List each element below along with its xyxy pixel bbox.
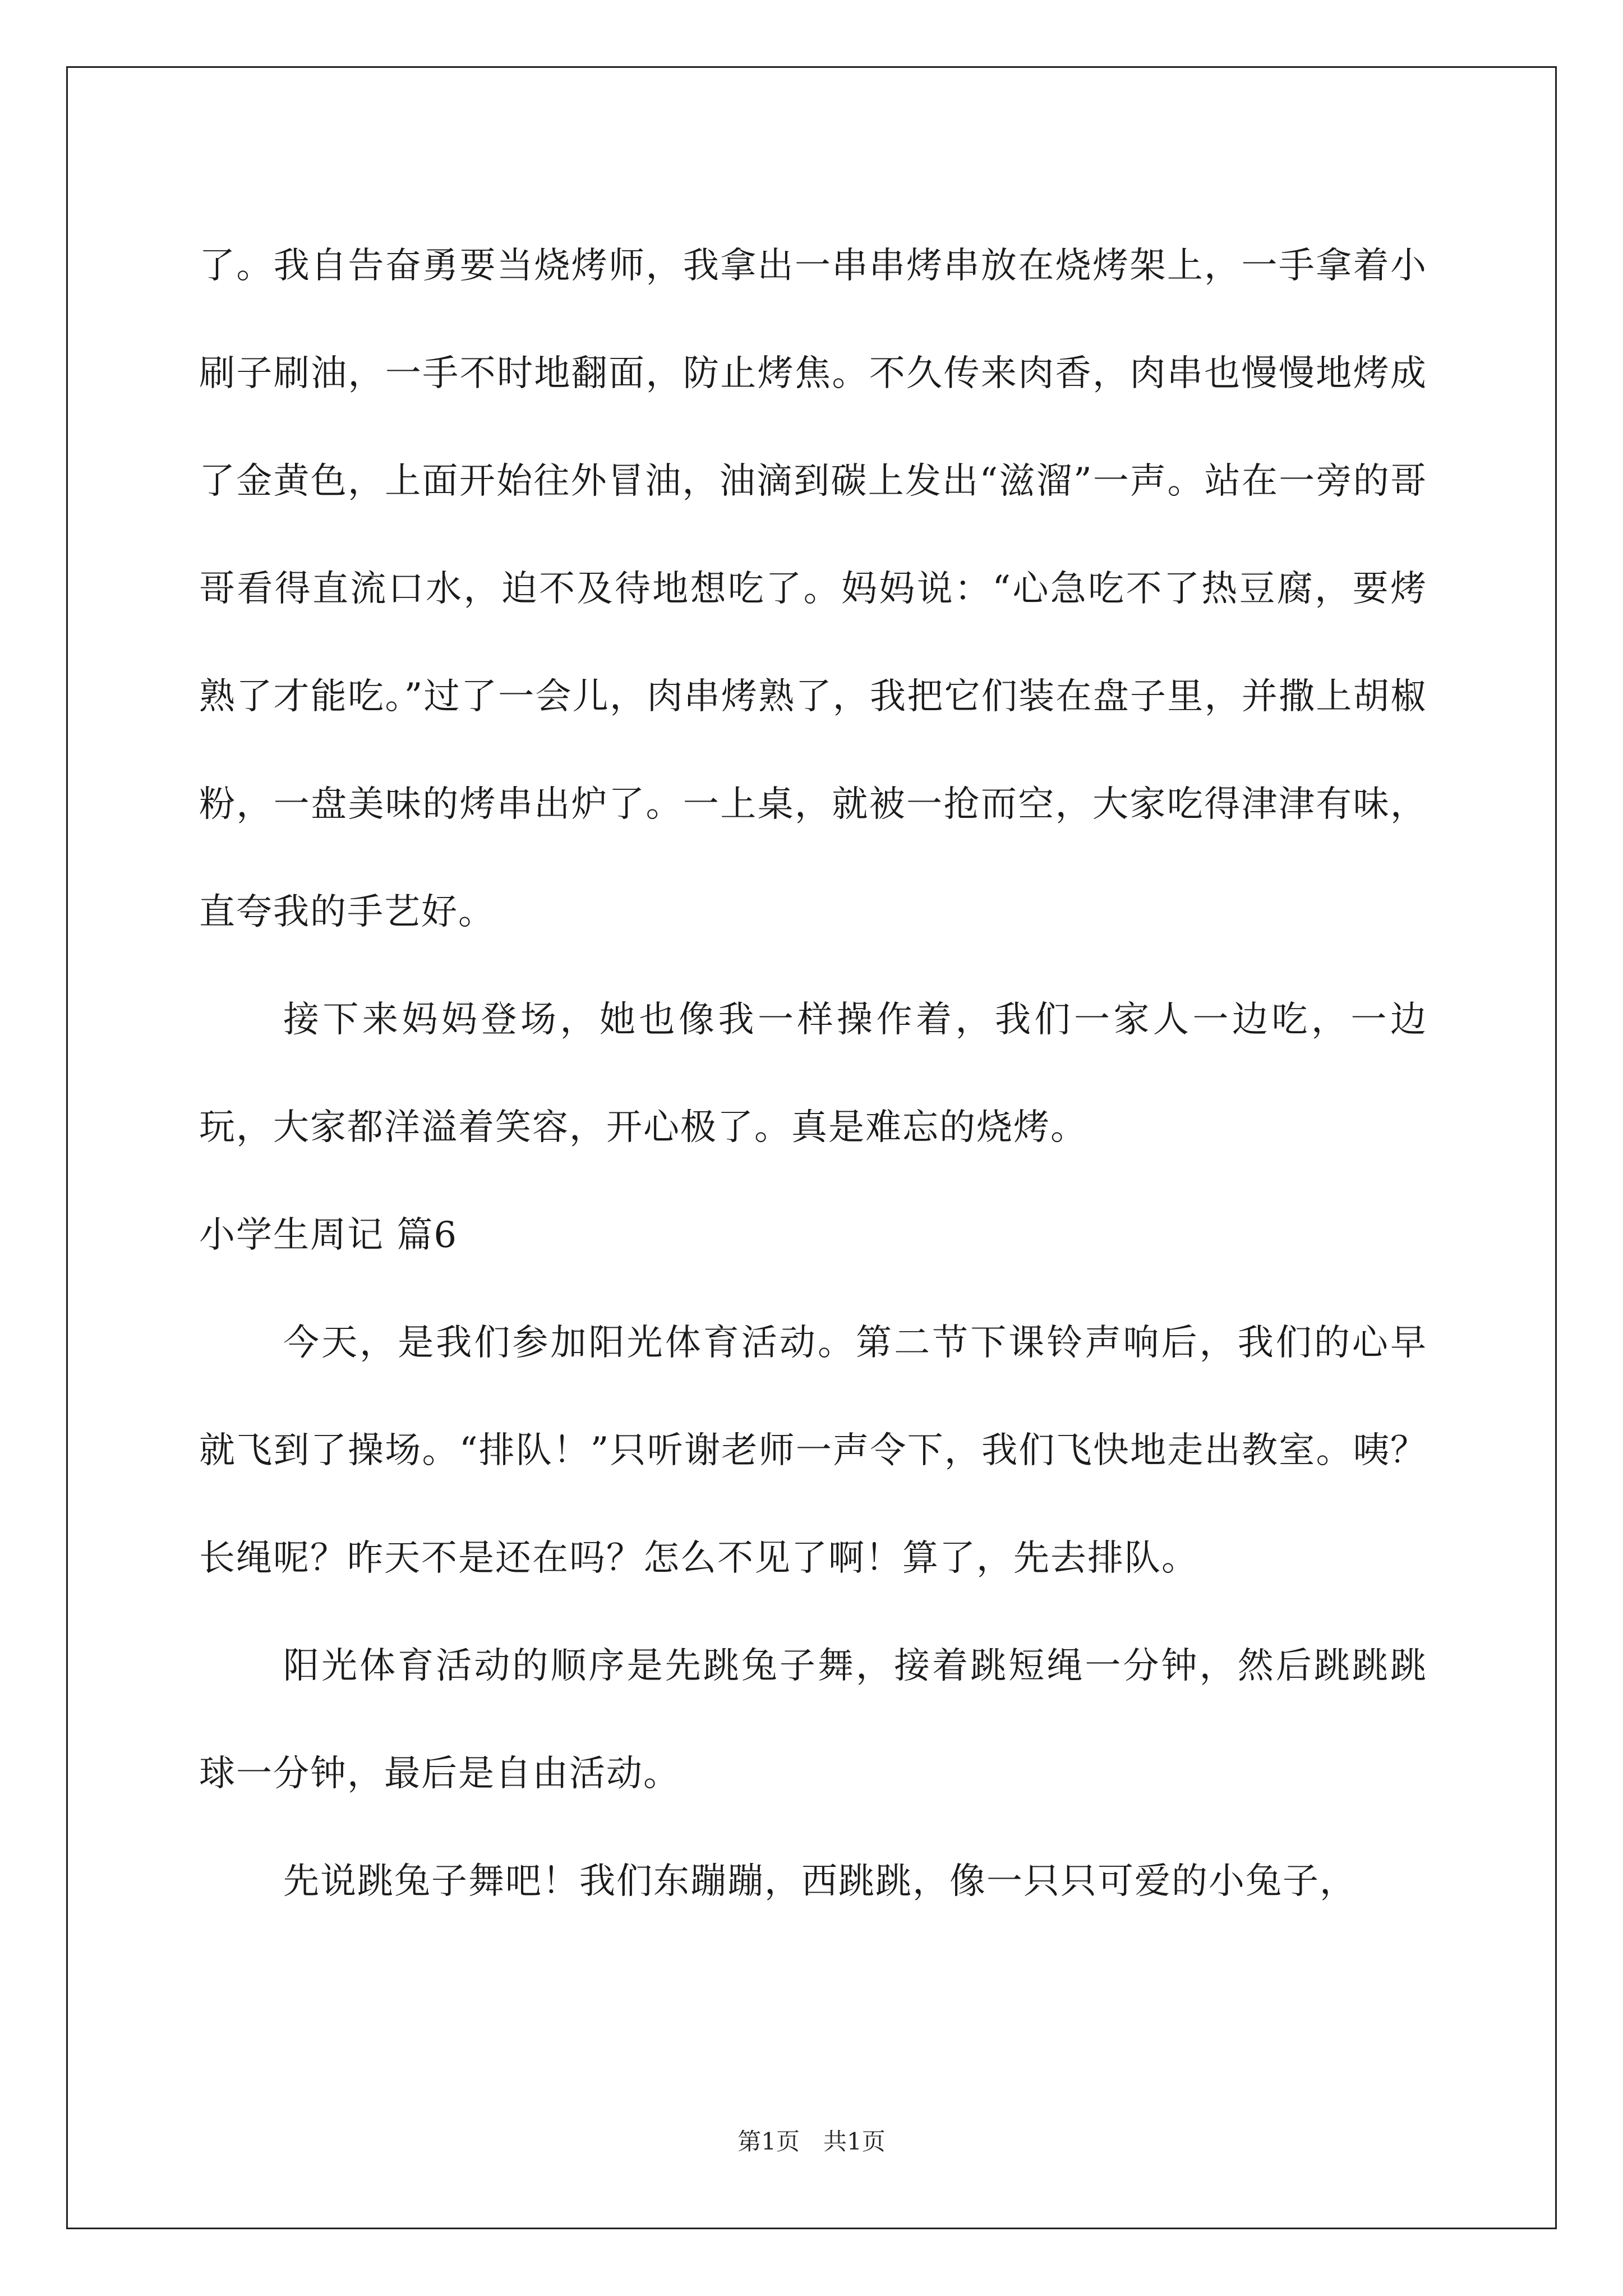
paragraph-1: 了。我自告奋勇要当烧烤师，我拿出一串串烤串放在烧烤架上，一手拿着小刷子刷油，一手不时地翻面，防止烤焦。不久传来肉香，肉串也慢慢地烤成了金黄色，上面开始往外冒油，油滴到碳上发出“滋溜”一声。站在一旁的哥哥看得直流口水，迫不及待地想吃了。妈妈说：“心急吃不了热豆腐，要烤熟了才能吃。”过了一会儿，肉串烤熟了，我把它们装在盘子里，并撒上胡椒粉，一盘美味的烤串出炉了。一上桌，就被一抢而空，大家吃得津津有味，直夸我的手艺好。	[199, 245, 1427, 933]
page-total: 共1页	[823, 2128, 886, 2155]
paragraph-2: 接下来妈妈登场，她也像我一样操作着，我们一家人一边吃，一边玩，大家都洋溢着笑容，开心极了。真是难忘的烧烤。	[199, 999, 1427, 1148]
section-heading: 小学生周记 篇6	[199, 1214, 458, 1256]
paragraph-4: 阳光体育活动的顺序是先跳兔子舞，接着跳短绳一分钟，然后跳跳跳球一分钟，最后是自由活动。	[199, 1645, 1427, 1795]
document-body	[199, 212, 1427, 1935]
page-number: 第1页	[737, 2128, 800, 2155]
paragraph-3: 今天，是我们参加阳光体育活动。第二节下课铃声响后，我们的心早就飞到了操场。“排队！”只听谢老师一声令下，我们飞快地走出教室。咦？长绳呢？昨天不是还在吗？怎么不见了啊！算了，先去排队。	[199, 1322, 1427, 1579]
paragraph-5: 先说跳兔子舞吧！我们东蹦蹦，西跳跳，像一只只可爱的小兔子，	[283, 1861, 1357, 1902]
page-footer	[0, 2125, 1623, 2159]
